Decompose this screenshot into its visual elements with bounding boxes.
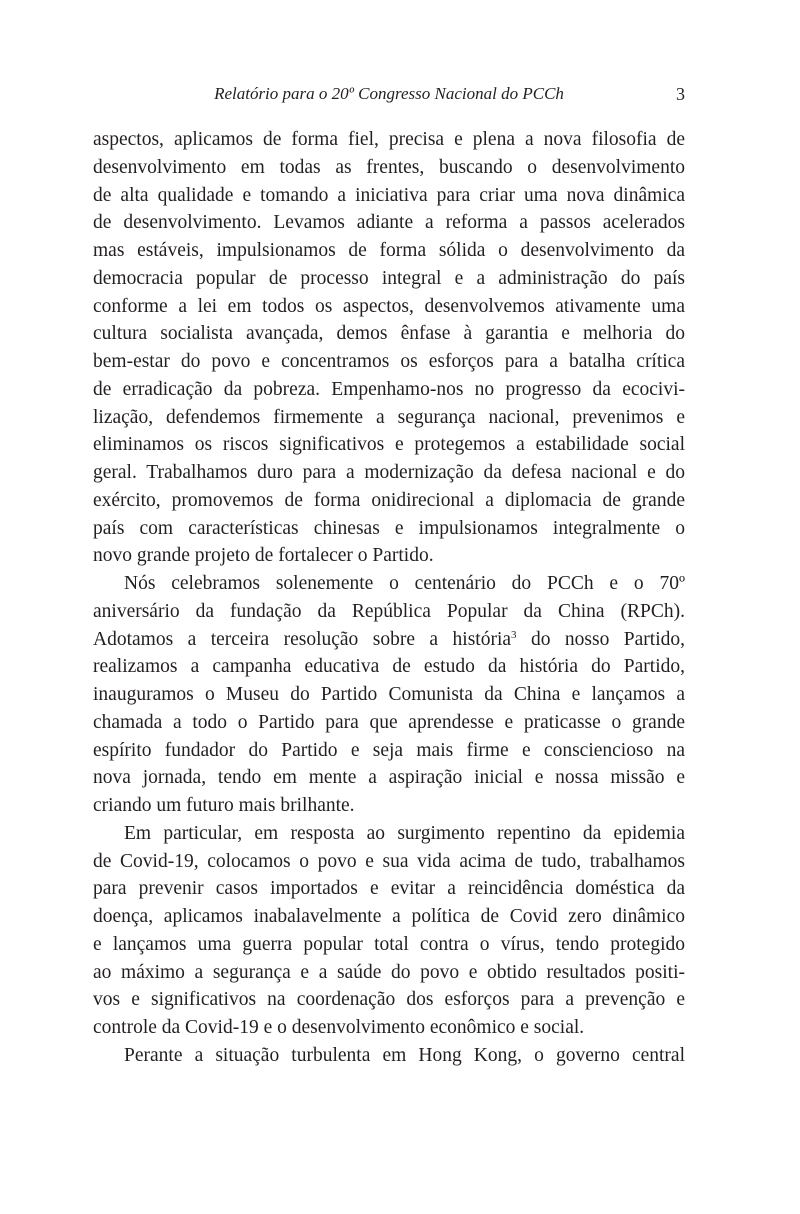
text-line: aniversário da fundação da República Popular da China (RPCh). xyxy=(93,600,685,622)
text-line: país com características chinesas e impulsionamos integralmente o xyxy=(93,517,685,539)
text-line: lização, defendemos firmemente a segurança nacional, prevenimos e xyxy=(93,406,685,428)
text-line: de alta qualidade e tomando a iniciativa para criar uma nova dinâmica xyxy=(93,184,685,206)
text-line: vos e significativos na coordenação dos esforços para a prevenção e xyxy=(93,989,685,1011)
text-line: espírito fundador do Partido e seja mais firme e consciencioso na xyxy=(93,739,685,761)
text-line: cultura socialista avançada, demos ênfase à garantia e melhoria do xyxy=(93,323,685,345)
paragraph-4 xyxy=(93,1042,685,1070)
paragraph-2 xyxy=(93,570,685,820)
text-line: inauguramos o Museu do Partido Comunista da China e lançamos a xyxy=(93,684,685,705)
text-line: doença, aplicamos inabalavelmente a política de Covid zero dinâmico xyxy=(93,906,685,927)
text-line: eliminamos os riscos significativos e protegemos a estabilidade social xyxy=(93,434,685,456)
text-line: para prevenir casos importados e evitar a reincidência doméstica da xyxy=(93,878,685,900)
running-header xyxy=(93,80,685,108)
text-line: exército, promovemos de forma onidirecional a diplomacia de grande xyxy=(93,489,685,511)
text-line: democracia popular de processo integral e a administração do país xyxy=(93,267,685,289)
text-line: Em particular, em resposta ao surgimento repentino da epidemia xyxy=(124,822,685,844)
text-segment: Adotamos a terceira resolução sobre a história xyxy=(93,628,512,650)
text-line: chamada a todo o Partido para que aprendesse e praticasse o grande xyxy=(93,711,685,733)
text-line: de desenvolvimento. Levamos adiante a reforma a passos acelerados xyxy=(93,212,685,234)
text-line: controle da Covid-19 e o desenvolvimento econômico e social. xyxy=(93,1017,585,1038)
running-title: Relatório para o 20º Congresso Nacional do PCCh xyxy=(214,84,564,103)
text-line: conforme a lei em todos os aspectos, desenvolvemos ativamente uma xyxy=(93,295,685,317)
text-line: geral. Trabalhamos duro para a modernização da defesa nacional e do xyxy=(93,462,685,483)
text-line: Perante a situação turbulenta em Hong Kong, o governo central xyxy=(124,1044,685,1066)
text-line: criando um futuro mais brilhante. xyxy=(93,795,355,816)
text-line: ao máximo a segurança e a saúde do povo e obtido resultados positi- xyxy=(93,961,685,983)
text-line xyxy=(93,626,685,654)
body-text xyxy=(93,126,685,1070)
text-line: nova jornada, tendo em mente a aspiração inicial e nossa missão e xyxy=(93,767,685,789)
text-line: aspectos, aplicamos de forma fiel, precisa e plena a nova filosofia de xyxy=(93,129,685,150)
text-line: Nós celebramos solenemente o centenário do PCCh e o 70º xyxy=(124,573,685,594)
text-line: de erradicação da pobreza. Empenhamo-nos no progresso da ecocivi- xyxy=(93,378,685,400)
text-line: de Covid-19, colocamos o povo e sua vida acima de tudo, trabalhamos xyxy=(93,850,685,872)
paragraph-3 xyxy=(93,820,685,1042)
text-line: e lançamos uma guerra popular total contra o vírus, tendo protegido xyxy=(93,933,685,955)
text-line: novo grande projeto de fortalecer o Partido. xyxy=(93,545,434,567)
text-line: mas estáveis, impulsionamos de forma sólida o desenvolvimento da xyxy=(93,240,685,261)
text-line: desenvolvimento em todas as frentes, buscando o desenvolvimento xyxy=(93,156,685,178)
page-number: 3 xyxy=(676,84,685,104)
footnote-marker[interactable]: 3 xyxy=(511,628,517,641)
text-line: bem-estar do povo e concentramos os esforços para a batalha crítica xyxy=(93,351,685,372)
text-line: realizamos a campanha educativa de estudo da história do Partido, xyxy=(93,656,685,678)
text-segment: do nosso Partido, xyxy=(516,628,685,650)
paragraph-1 xyxy=(93,126,685,570)
